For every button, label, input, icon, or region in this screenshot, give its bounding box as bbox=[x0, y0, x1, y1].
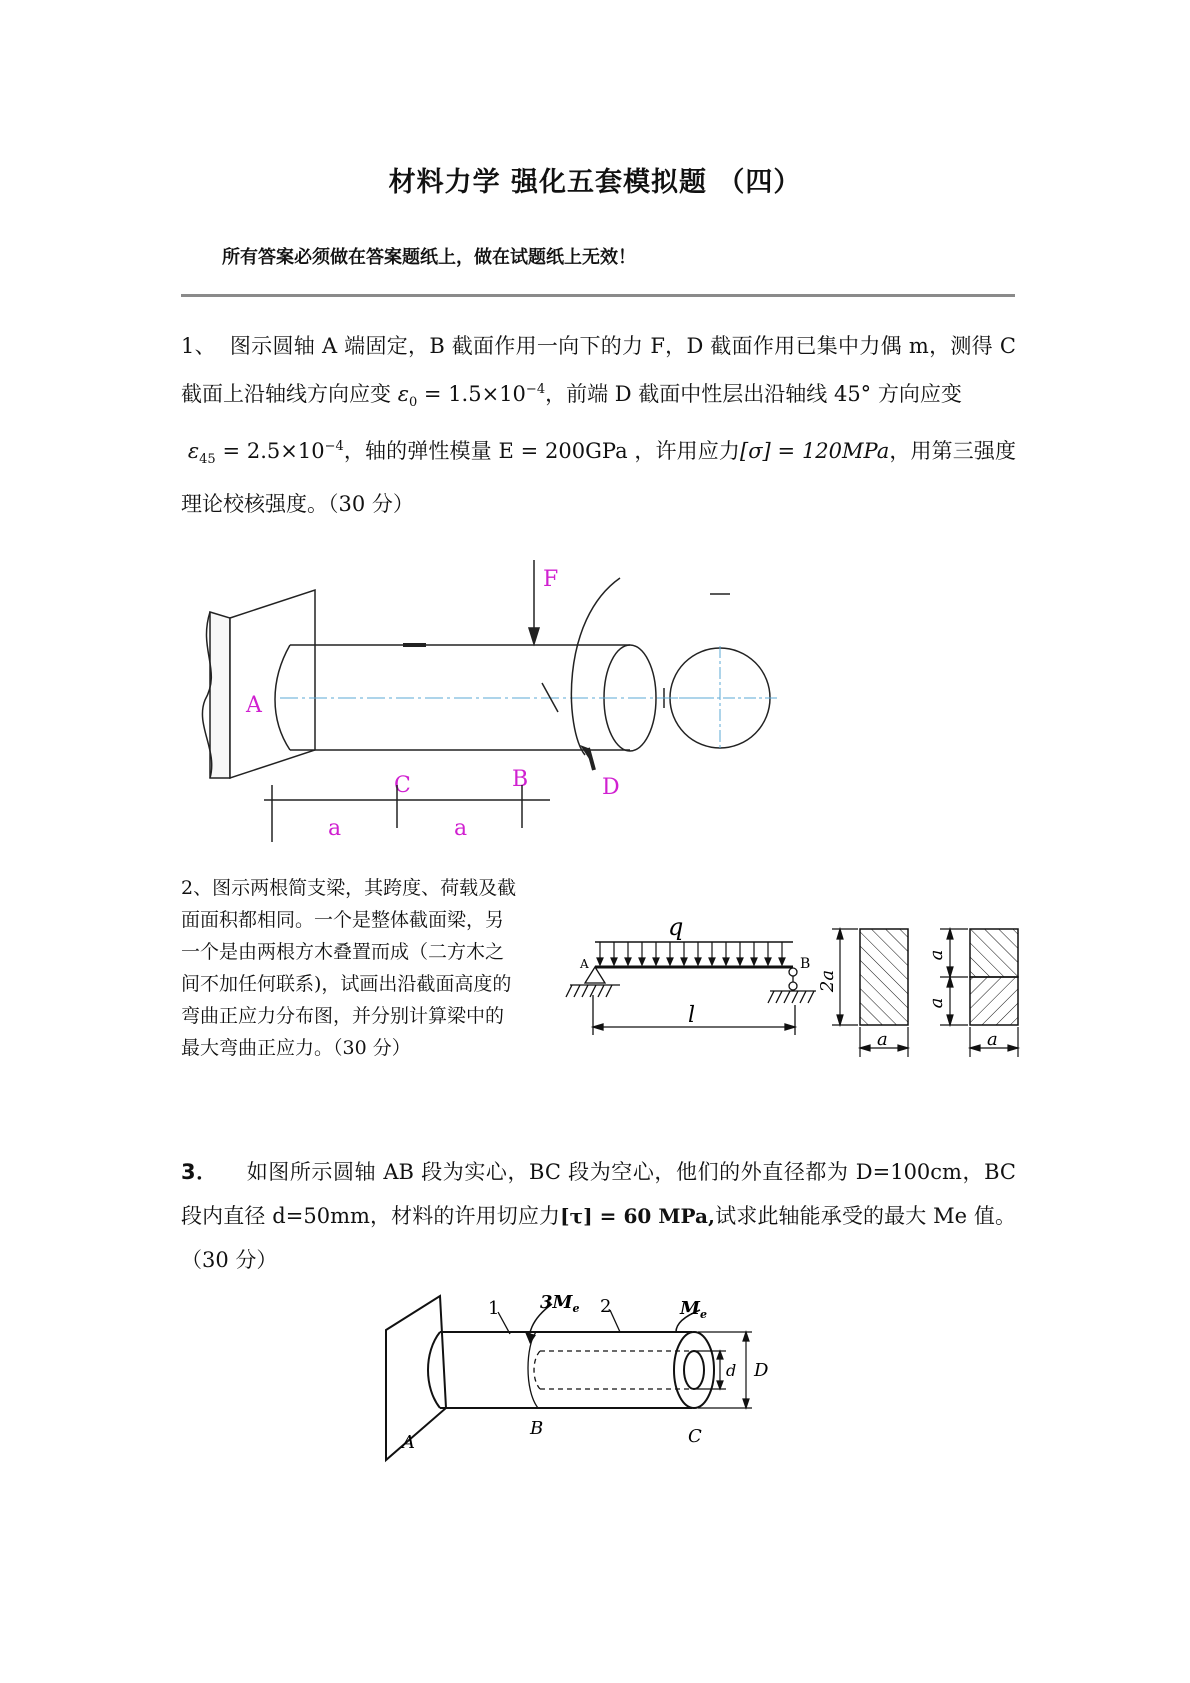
label-2: 2 bbox=[600, 1296, 612, 1317]
question-3-text bbox=[181, 1150, 1016, 1282]
page-title: 材料力学 强化五套模拟题 （四） bbox=[388, 167, 802, 198]
label-d: d bbox=[726, 1361, 737, 1380]
strain-eps0-exp: −4 bbox=[525, 382, 546, 397]
label-A: A bbox=[402, 1432, 415, 1453]
question-3-figure bbox=[380, 1290, 820, 1470]
label-B: B bbox=[530, 1418, 544, 1439]
label-q: q bbox=[668, 913, 684, 941]
strain-eps0-value: = 1.5×10 bbox=[417, 382, 526, 406]
strain-eps45-exp: −4 bbox=[324, 439, 344, 455]
question-1-text-b: ，前端 D 截面中性层出沿轴线 45° 方向应变 bbox=[545, 382, 962, 406]
stepped-shaft bbox=[428, 1332, 714, 1408]
outer-diameter-dim bbox=[698, 1332, 752, 1408]
fixed-plate bbox=[386, 1296, 446, 1460]
label-D: D bbox=[602, 775, 620, 800]
support-B bbox=[768, 968, 816, 1003]
label-B: B bbox=[800, 956, 811, 972]
force-arrow bbox=[529, 560, 539, 644]
distributed-load bbox=[597, 942, 785, 965]
strain-eps0-sub: 0 bbox=[408, 395, 418, 411]
label-a-width2: a bbox=[987, 1029, 998, 1050]
question-1-text-d: ，用第三强度理论校核强度。（30 分） bbox=[181, 439, 1016, 517]
allowable-shear-stress: [τ] = 60 MPa, bbox=[560, 1204, 715, 1228]
leader-2 bbox=[610, 1310, 620, 1332]
label-1: 1 bbox=[488, 1298, 500, 1319]
label-a-bottom: a bbox=[926, 997, 947, 1009]
question-3-text-b: 试求此轴能承受的最大 Me 值。（30 分） bbox=[181, 1204, 1017, 1272]
allowable-stress: [σ] = 120MPa bbox=[740, 439, 890, 464]
couple-arc bbox=[571, 578, 620, 755]
label-C: C bbox=[394, 773, 411, 798]
leader-1 bbox=[498, 1312, 510, 1334]
exam-notice: 所有答案必须做在答案题纸上，做在试题纸上无效！ bbox=[222, 247, 636, 268]
strain-eps0-symbol: ε bbox=[397, 382, 409, 406]
dim-label-a1: a bbox=[328, 816, 342, 841]
label-B: B bbox=[512, 767, 529, 792]
label-C: C bbox=[688, 1426, 702, 1447]
question-3-number: 3． bbox=[181, 1160, 218, 1184]
dim-label-a2: a bbox=[454, 816, 468, 841]
couple-arrowhead-bar bbox=[588, 748, 594, 770]
question-3-text-a: 如图所示圆轴 AB 段为实心，BC 段为空心，他们的外直径都为 D=100cm，BC 段内直径 d=50mm，材料的许用切应力 bbox=[181, 1160, 1016, 1228]
header-divider bbox=[181, 294, 1015, 297]
label-A: A bbox=[580, 957, 589, 971]
solid-section bbox=[860, 929, 908, 1025]
question-1-text-a: 图示圆轴 A 端固定，B 截面作用一向下的力 F，D 截面作用已集中力偶 m，测得 C 截面上沿轴线方向应变 bbox=[181, 334, 1016, 406]
q2-text-mask bbox=[181, 904, 526, 1024]
stacked-bottom-block bbox=[970, 977, 1018, 1025]
label-D: D bbox=[754, 1360, 769, 1381]
question-1-figure bbox=[190, 560, 830, 860]
question-1-number: 1、 bbox=[181, 334, 216, 358]
section-view bbox=[664, 594, 770, 748]
label-F: F bbox=[543, 567, 559, 592]
label-a-width1: a bbox=[877, 1029, 888, 1050]
question-2-body: 2、图示两根简支梁，其跨度、荷载及截面面积都相同。一个是整体截面梁，另一个是由两根方木叠置而成（二方木之间不加任何联系)，试画出沿截面高度的弯曲正应力分布图，并分别计算梁中的最大弯曲正应力。（30 分） bbox=[181, 877, 517, 1059]
label-2a: 2a bbox=[817, 969, 838, 993]
strain-eps45-value: = 2.5×10 bbox=[215, 439, 325, 464]
stacked-height-dim bbox=[940, 929, 968, 1025]
support-A bbox=[566, 967, 620, 997]
label-me: $M_e$ bbox=[680, 1298, 707, 1321]
strain-eps45-sub: 45 bbox=[199, 452, 216, 468]
question-2-figure bbox=[550, 905, 1070, 1090]
label-3me: $3M_e$ bbox=[540, 1292, 580, 1315]
inner-bore bbox=[534, 1351, 694, 1389]
question-1-text bbox=[181, 324, 1016, 526]
label-A: A bbox=[246, 693, 262, 718]
label-l: l bbox=[688, 1003, 696, 1028]
strain-eps45-symbol: ε bbox=[187, 439, 200, 464]
label-a-top: a bbox=[926, 949, 947, 961]
question-1-text-c: ，轴的弹性模量 E = 200GPa ，许用应力 bbox=[343, 439, 741, 464]
stacked-top-block bbox=[970, 929, 1018, 977]
inner-diameter-dim bbox=[694, 1351, 726, 1389]
